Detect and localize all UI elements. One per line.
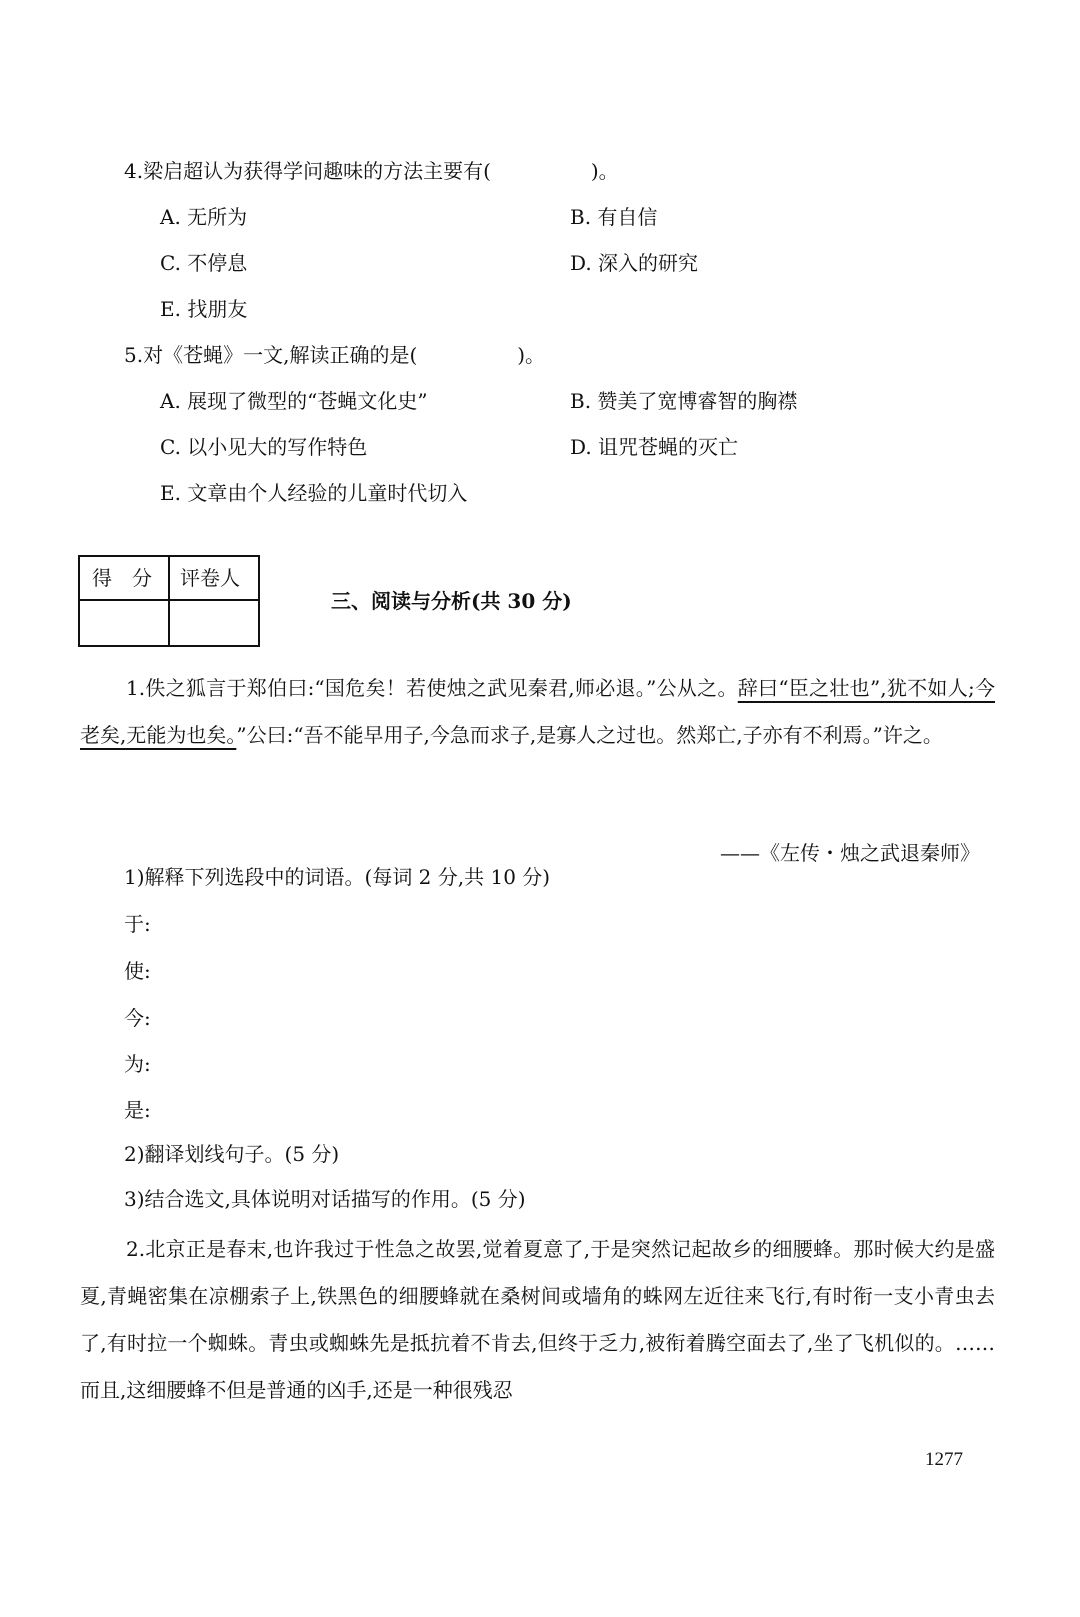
question-5-option-a: A. 展现了微型的“苍蝇文化史”	[160, 389, 428, 413]
word-3: 今:	[124, 1006, 151, 1030]
question-4-option-a: A. 无所为	[160, 205, 248, 229]
score-table-rule	[80, 599, 258, 601]
passage-1	[80, 665, 995, 759]
sub-question-3: 3)结合选文,具体说明对话描写的作用。(5 分)	[124, 1187, 526, 1211]
score-table-grader-label: 评卷人	[180, 566, 240, 590]
word-1: 于:	[124, 912, 151, 936]
page-number: 1277	[925, 1449, 963, 1470]
word-4: 为:	[124, 1052, 151, 1076]
score-table-score-label: 得 分	[92, 566, 152, 590]
question-5-option-d: D. 诅咒苍蝇的灭亡	[570, 435, 739, 459]
passage-2: 2.北京正是春末,也许我过于性急之故罢,觉着夏意了,于是突然记起故乡的细腰蜂。那时候大约是盛夏,青蝇密集在凉棚索子上,铁黑色的细腰蜂就在桑树间或墙角的蛛网左近往来飞行,有时衔一支小青虫去了,有时拉一个蜘蛛。青虫或蜘蛛先是抵抗着不肯去,但终于乏力,被衔着腾空面去了,坐了飞机似的。……而且,这细腰蜂不但是普通的凶手,还是一种很残忍	[80, 1237, 995, 1402]
passage-1-source: ——《左传・烛之武退秦师》	[720, 841, 980, 865]
question-4-option-c: C. 不停息	[160, 251, 248, 275]
passage-1-text-after: ”公曰:“吾不能早用子,今急而求子,是寡人之过也。然郑亡,子亦有不利焉。”许之。	[236, 723, 943, 747]
section-title: 三、阅读与分析(共 30 分)	[331, 589, 572, 613]
question-4-option-d: D. 深入的研究	[570, 251, 699, 275]
question-5-option-e: E. 文章由个人经验的儿童时代切入	[160, 481, 468, 505]
question-4-stem: 4.梁启超认为获得学问趣味的方法主要有( )。	[124, 159, 619, 183]
question-5-option-c: C. 以小见大的写作特色	[160, 435, 368, 459]
question-4-option-e: E. 找朋友	[160, 297, 248, 321]
question-4-option-b: B. 有自信	[570, 205, 658, 229]
score-table-divider	[168, 557, 170, 645]
passage-1-underlined: 辞曰“臣之壮也”,犹不如人;今老矣,无能为也矣。	[80, 676, 995, 747]
score-table	[78, 555, 260, 647]
question-5-stem: 5.对《苍蝇》一文,解读正确的是( )。	[124, 343, 546, 367]
sub-question-2: 2)翻译划线句子。(5 分)	[124, 1142, 340, 1166]
passage-1-text-before: 1.佚之狐言于郑伯曰:“国危矣！若使烛之武见秦君,师必退。”公从之。	[126, 676, 738, 700]
question-5-option-b: B. 赞美了宽博睿智的胸襟	[570, 389, 798, 413]
sub-question-1: 1)解释下列选段中的词语。(每词 2 分,共 10 分)	[124, 865, 551, 889]
word-5: 是:	[124, 1098, 151, 1122]
word-2: 使:	[124, 959, 151, 983]
